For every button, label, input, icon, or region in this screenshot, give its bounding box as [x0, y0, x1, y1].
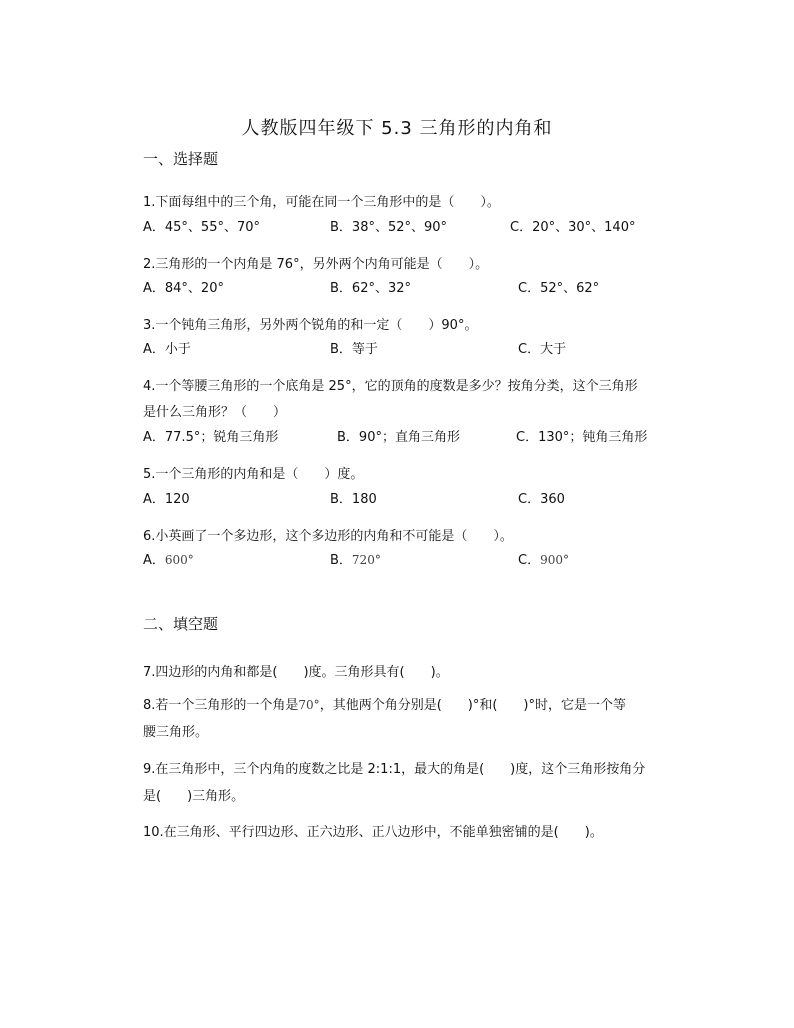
q1-option-a: A．45°、55°、70° — [143, 220, 261, 235]
q1-option-c: C．20°、30°、140° — [510, 220, 636, 235]
question-4-line-1: 4.一个等腰三角形的一个底角是 25°，它的顶角的度数是多少？按角分类，这个三角形 — [143, 379, 638, 394]
question-1: 1.下面每组中的三个角，可能在同一个三角形中的是（ ）。 — [143, 195, 500, 210]
q4-option-a: A．77.5°；锐角三角形 — [143, 430, 279, 445]
question-9-line-2: 是( )三角形。 — [143, 789, 245, 804]
q2-option-b: B．62°、32° — [330, 281, 412, 296]
q5-option-c: C．360 — [518, 492, 565, 507]
page-title: 人教版四年级下 5.3 三角形的内角和 — [241, 118, 553, 139]
section-heading-choice: 一、选择题 — [143, 150, 219, 168]
q3-option-b: B．等于 — [330, 342, 378, 357]
q4-option-b: B．90°；直角三角形 — [337, 430, 460, 445]
question-10: 10.在三角形、平行四边形、正六边形、正八边形中，不能单独密铺的是( )。 — [143, 825, 603, 840]
q6-option-b-value: 720° — [351, 553, 381, 567]
section-heading-fill: 二、填空题 — [143, 615, 219, 633]
question-8-line-2: 腰三角形。 — [143, 725, 209, 740]
q6-option-a-value: 600° — [164, 553, 194, 567]
q3-option-c: C．大于 — [518, 342, 567, 357]
q8-text-pre: 8.若一个三角形的一个角是 — [143, 698, 299, 713]
question-7: 7.四边形的内角和都是( )度。三角形具有( )。 — [143, 665, 449, 680]
question-2: 2.三角形的一个内角是 76°，另外两个内角可能是（ ）。 — [143, 257, 489, 272]
question-4-line-2: 是什么三角形？（ ） — [143, 405, 287, 420]
q8-text-mid: ，其他两个角分别是( )°和( )°时，它是一个等 — [319, 698, 626, 713]
q6-option-c-value: 900° — [540, 553, 569, 567]
q2-option-a: A．84°、20° — [143, 281, 224, 296]
q5-option-b: B．180 — [330, 492, 377, 507]
question-8-line-1 — [143, 694, 626, 713]
q3-option-a: A．小于 — [143, 342, 191, 357]
q5-option-a: A．120 — [143, 492, 190, 507]
q4-option-c: C．130°；钝角三角形 — [516, 430, 648, 445]
q2-option-c: C．52°、62° — [518, 281, 600, 296]
question-3: 3.一个钝角三角形，另外两个锐角的和一定（ ）90°。 — [143, 318, 478, 333]
q8-angle: 70° — [298, 698, 320, 712]
question-9-line-1: 9.在三角形中，三个内角的度数之比是 2:1:1，最大的角是( )度，这个三角形按角分 — [143, 762, 646, 777]
question-5: 5.一个三角形的内角和是（ ）度。 — [143, 467, 364, 482]
question-6: 6.小英画了一个多边形，这个多边形的内角和不可能是（ ）。 — [143, 529, 513, 544]
q6-option-c — [518, 549, 569, 568]
q6-option-a — [143, 549, 194, 568]
q1-option-b: B．38°、52°、90° — [330, 220, 448, 235]
q6-option-b — [330, 549, 381, 568]
q6-option-a-label: A． — [143, 553, 165, 568]
q6-option-b-label: B． — [330, 553, 352, 568]
q6-option-c-label: C． — [518, 553, 541, 568]
